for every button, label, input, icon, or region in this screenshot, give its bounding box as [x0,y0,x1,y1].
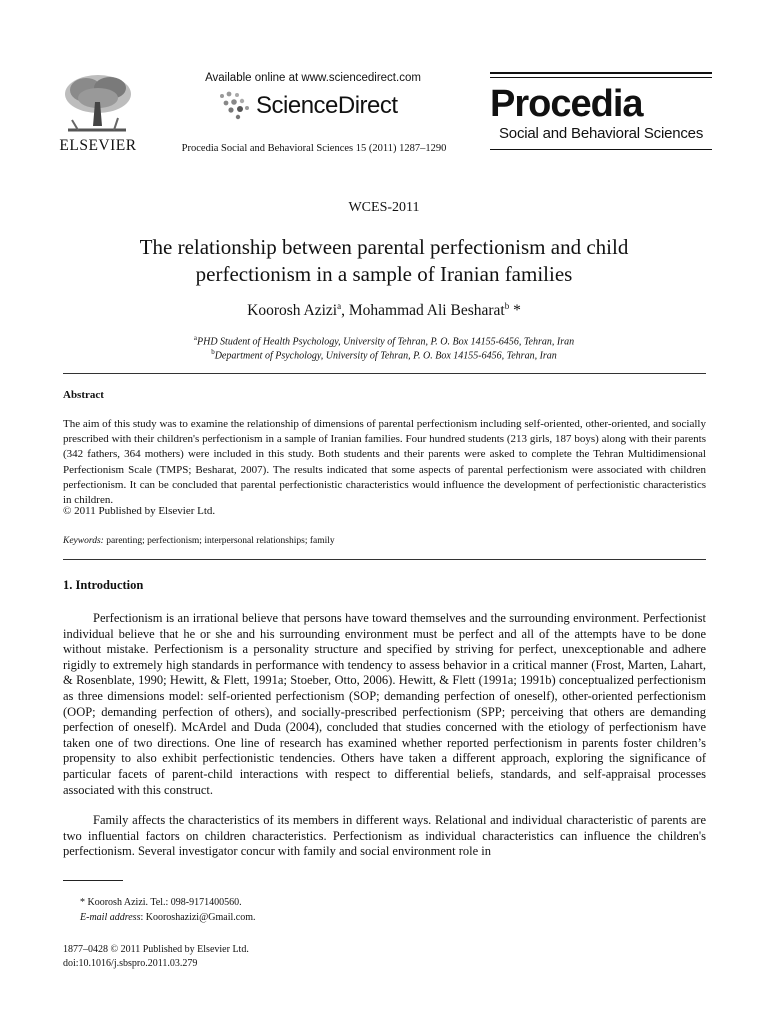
author-affiliation-mark: b [504,301,510,311]
affiliation-b [70,348,698,361]
doi-line[interactable]: doi:10.1016/j.sbspro.2011.03.279 [63,958,198,969]
corresponding-author-mark: * [509,302,521,320]
author-separator: , [341,302,349,320]
author-name: Koorosh Azizi [247,302,338,320]
abstract-copyright: © 2011 Published by Elsevier Ltd. [63,505,216,517]
footnote-contact: * Koorosh Azizi. Tel.: 098-9171400560. [80,897,242,908]
section-heading-introduction: 1. Introduction [63,578,144,592]
journal-citation: Procedia Social and Behavioral Sciences 15 (2011) 1287–1290 [181,143,447,154]
paper-title-line-2: perfectionism in a sample of Iranian families [195,262,573,286]
affiliation-mark: b [211,348,215,356]
keywords-list: parenting; perfectionism; interpersonal relationships; family [103,536,335,546]
affiliation-text: Department of Psychology, University of Tehran, P. O. Box 14155-6456, Tehran, Iran [214,350,557,362]
body-paragraph: Perfectionism is an irrational believe that persons have toward themselves and the surrounding environment. Perfectionist individual believe that he or she and his surrounding environment must be perfect and all of the attempts have to be done without mistake. Perfectionism is a personality structure and specified by striving for perfect, unexceptionable and adhere rigidly to extremely high standards in performance with tendency to assess behavior in a critical manner (Frost, Marten, Lahart, & Rosenblate, 1990; Hewitt, & Flett, 1991a; Stoeber, Otto, 2006). Hewitt, & Flett (1991a; 1991b) conceptualized perfectionism as three dimensions model: self-oriented perfectionism (SOP; demanding perfection of oneself), other-oriented perfectionism (OOP; demanding perfection of others), and socially-prescribed perfectionism (SPP; perceiving that others are demanding perfection of oneself). McArdel and Duda (2004), concluded that studies concerned with the etiology of perfectionism have taken one of two directions. One line of research has examined whether reported perfectionism in parents foster children’s propensity to also exhibit perfectionistic tendencies. Others have taken a different approach, exploring the significance of particular facets of parent-child interactions with respect to differential beliefs, standards, and self-appraisal processes associated with this construct. [63,611,706,797]
keywords-label: Keywords: [63,536,104,546]
procedia-wordmark: Procedia [490,83,643,125]
paper-title-line-1: The relationship between parental perfectionism and child [139,235,629,259]
procedia-subtitle: Social and Behavioral Sciences [499,125,704,142]
footnote-rule [63,880,123,881]
conference-name: WCES-2011 [348,200,420,215]
publisher-name: ELSEVIER [59,137,137,154]
keywords [63,536,335,546]
procedia-rule-top-thin [490,77,712,78]
abstract-heading: Abstract [63,389,104,401]
sciencedirect-dots-icon [218,90,252,122]
author-affiliation-mark: a [337,301,342,311]
abstract-text: The aim of this study was to examine the relationship of dimensions of parental perfectionism including self-oriented, other-oriented, and socially prescribed with their children's perfectionism in a sample of Iranian families. Four hundred students (213 girls, 187 boys) along with their parents (342 fathers, 364 mothers) were included in this study. Both students and their parents were asked to complete the Tehran Multidimensional Perfectionism Scale (TMPS; Besharat, 2007). The results indicated that some aspects of parental perfectionism were associated with children perfectionism. It can be concluded that parental perfectionistic characteristics would influence the development of perfectionistic characteristics in children. [63,418,706,507]
elsevier-tree-icon [58,72,136,134]
elsevier-tree-logo [58,72,136,134]
email-label: E-mail address [80,912,141,923]
sciencedirect-wordmark: ScienceDirect [256,92,398,119]
author-list [70,301,698,320]
abstract-top-rule [63,373,706,374]
author-name: Mohammad Ali Besharat [348,302,505,320]
affiliation-mark: a [193,334,197,342]
available-online-text[interactable]: Available online at www.sciencedirect.com [205,72,421,84]
body-paragraph: Family affects the characteristics of its members in different ways. Relational and individual characteristic of parents are two influential factors on children characteristics. Perfectionism as individual characteristics can influence the children's perfectionism. Several investigator concur with family and social environment role in [63,813,706,859]
email-address[interactable]: : Kooroshazizi@Gmail.com. [140,912,256,923]
footnote-email [80,912,255,923]
sciencedirect-logo [218,90,418,122]
procedia-rule-top [490,72,712,74]
issn-line: 1877–0428 © 2011 Published by Elsevier Ltd. [63,944,249,955]
abstract-bottom-rule [63,559,706,560]
affiliation-text: PHD Student of Health Psychology, University of Tehran, P. O. Box 14155-6456, Tehran, Iran [197,336,575,348]
procedia-rule-bottom [490,149,712,150]
paper-title [70,234,698,288]
affiliation-a [70,334,698,347]
